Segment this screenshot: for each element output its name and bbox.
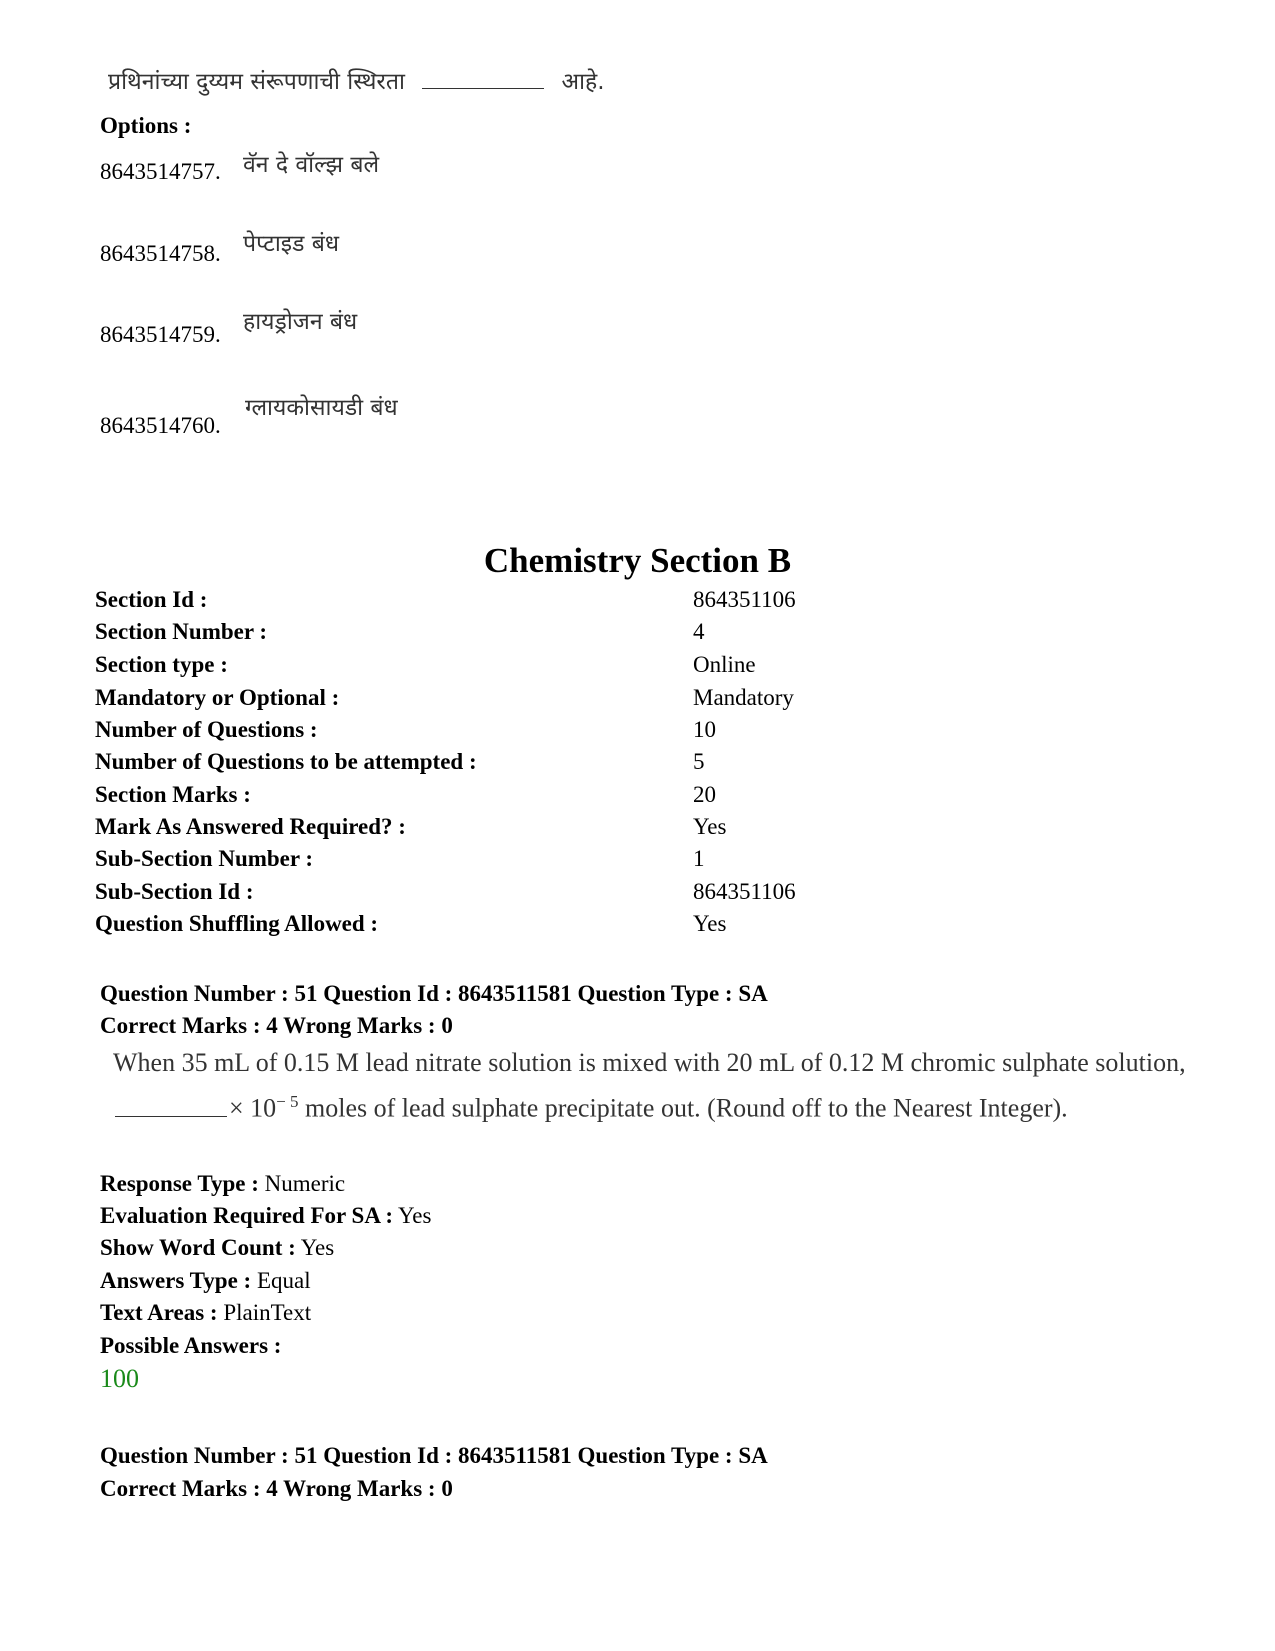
fill-in-blank — [422, 88, 544, 89]
option-text: ग्लायकोसायडी बंध — [245, 395, 398, 421]
option-id: 8643514757. — [100, 159, 221, 184]
option-text: हायड्रोजन बंध — [243, 309, 358, 335]
fill-in-blank — [115, 1116, 227, 1117]
option-id: 8643514759. — [100, 322, 221, 347]
section-info-label: Section Id : — [95, 587, 208, 612]
prev-question-stem — [108, 64, 605, 96]
question-stem-part2: moles of lead sulphate precipitate out. (Round off to the Nearest Integer). — [305, 1093, 1068, 1123]
question-stem-part1: When 35 mL of 0.15 M lead nitrate solution is mixed with 20 mL of 0.12 M chromic sulphate solution, — [113, 1048, 1186, 1077]
section-info-value: 864351106 — [693, 587, 796, 612]
section-info-value: 1 — [693, 846, 705, 871]
meta-label: Evaluation Required For SA : — [100, 1203, 394, 1228]
section-info-label: Sub-Section Number : — [95, 846, 314, 871]
section-info-value: 20 — [693, 782, 716, 807]
option-text: पेप्टाइड बंध — [243, 231, 339, 257]
section-info-value: 4 — [693, 619, 705, 644]
meta-value: Yes — [398, 1203, 432, 1228]
section-info-label: Mandatory or Optional : — [95, 685, 340, 710]
meta-value: PlainText — [223, 1300, 312, 1325]
next-question-marks: Correct Marks : 4 Wrong Marks : 0 — [100, 1476, 453, 1501]
meta-label: Show Word Count : — [100, 1235, 296, 1260]
prev-question-stem-after: आहे. — [561, 69, 605, 95]
meta-value: Yes — [300, 1235, 335, 1260]
option-id: 8643514760. — [100, 413, 221, 438]
section-info-label: Mark As Answered Required? : — [95, 814, 406, 839]
section-info-value: Online — [693, 652, 756, 677]
section-info-label: Number of Questions to be attempted : — [95, 749, 477, 774]
section-info-label: Question Shuffling Allowed : — [95, 911, 379, 936]
section-info-value: Yes — [693, 911, 727, 936]
section-info-value: Mandatory — [693, 685, 794, 710]
question-stem-times: × 10 — [229, 1093, 277, 1123]
possible-answers-label: Possible Answers : — [100, 1333, 282, 1358]
meta-text-areas — [100, 1300, 311, 1326]
section-title: Chemistry Section B — [483, 541, 792, 580]
meta-evaluation-required — [100, 1203, 431, 1229]
section-info-label: Section type : — [95, 652, 228, 677]
meta-value: Equal — [256, 1268, 311, 1293]
options-label: Options : — [100, 113, 192, 138]
question-header: Question Number : 51 Question Id : 8643511581 Question Type : SA — [100, 981, 768, 1006]
meta-label: Answers Type : — [100, 1268, 252, 1293]
option-id: 8643514758. — [100, 241, 221, 266]
question-stem-exponent: − 5 — [276, 1092, 299, 1111]
meta-answers-type — [100, 1268, 311, 1294]
meta-show-word-count — [100, 1235, 334, 1261]
question-marks: Correct Marks : 4 Wrong Marks : 0 — [100, 1013, 453, 1038]
question-stem — [113, 1043, 1188, 1128]
section-info-value: 10 — [693, 717, 716, 742]
section-info-label: Section Marks : — [95, 782, 251, 807]
section-info-label: Section Number : — [95, 619, 268, 644]
option-text: वॅन दे वॉल्झ बले — [243, 152, 380, 178]
section-info-label: Number of Questions : — [95, 717, 318, 742]
prev-question-stem-before: प्रथिनांच्या दुय्यम संरूपणाची स्थिरता — [108, 69, 405, 95]
next-question-header: Question Number : 51 Question Id : 8643511581 Question Type : SA — [100, 1443, 768, 1468]
possible-answer-value: 100 — [100, 1364, 139, 1393]
meta-value: Numeric — [264, 1171, 346, 1196]
section-info-value: 5 — [693, 749, 705, 774]
meta-label: Text Areas : — [100, 1300, 218, 1325]
section-info-value: Yes — [693, 814, 727, 839]
meta-response-type — [100, 1171, 345, 1197]
meta-label: Response Type : — [100, 1171, 259, 1196]
section-info-value: 864351106 — [693, 879, 796, 904]
section-info-label: Sub-Section Id : — [95, 879, 254, 904]
